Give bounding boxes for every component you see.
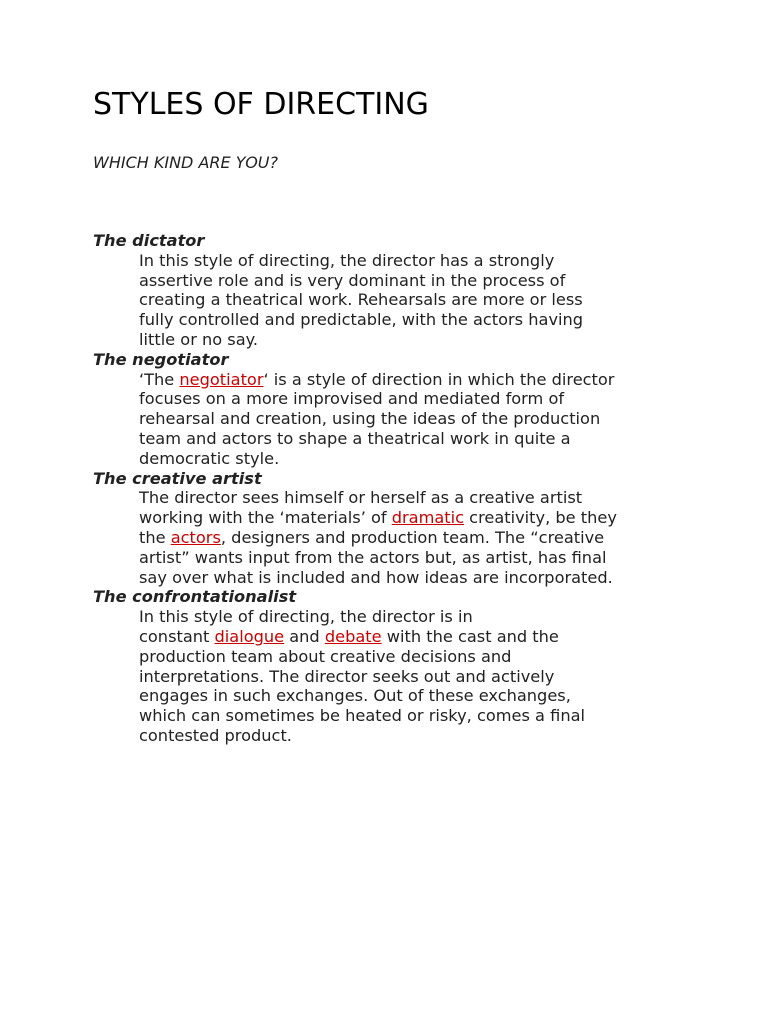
text-segment: contested product.	[139, 725, 292, 745]
text-segment: ‘The	[139, 369, 180, 389]
text-segment: constant	[139, 626, 215, 646]
link-dialogue[interactable]: dialogue	[214, 626, 285, 646]
paragraph-line	[139, 568, 693, 588]
paragraph-line	[139, 647, 693, 667]
paragraph-line	[139, 548, 693, 568]
sections-list	[93, 231, 693, 746]
page-subtitle: WHICH KIND ARE YOU?	[93, 153, 278, 172]
text-segment: with the cast and the	[381, 626, 559, 646]
section-heading: The confrontationalist	[93, 587, 297, 607]
text-segment: democratic style.	[139, 448, 280, 468]
paragraph-line	[139, 370, 693, 390]
paragraph-line	[139, 627, 693, 647]
text-segment: creativity, be they	[464, 508, 617, 528]
text-segment: production team about creative decisions and	[139, 646, 512, 666]
text-segment: In this style of directing, the director is in	[139, 607, 473, 627]
paragraph-line	[139, 271, 693, 291]
text-segment: fully controlled and predictable, with the actors having	[139, 310, 584, 330]
section-paragraph	[139, 607, 693, 746]
link-debate[interactable]: debate	[324, 626, 382, 646]
paragraph-line	[139, 251, 693, 271]
text-segment: creating a theatrical work. Rehearsals are more or less	[139, 290, 583, 310]
paragraph-line	[139, 330, 693, 350]
paragraph-line	[139, 449, 693, 469]
text-segment: The director sees himself or herself as a creative artist	[139, 488, 583, 508]
text-segment: engages in such exchanges. Out of these exchanges,	[139, 686, 571, 706]
paragraph-line	[139, 686, 693, 706]
text-segment: ‘ is a style of direction in which the director	[263, 369, 615, 389]
text-segment: , designers and production team. The “creative	[220, 527, 605, 547]
paragraph-line	[139, 726, 693, 746]
link-dramatic[interactable]: dramatic	[391, 508, 465, 528]
text-segment: and	[284, 626, 325, 646]
text-segment: assertive role and is very dominant in the process of	[139, 270, 566, 290]
paragraph-line	[139, 310, 693, 330]
paragraph-line	[139, 429, 693, 449]
section-heading: The negotiator	[93, 349, 229, 369]
text-segment: little or no say.	[139, 329, 259, 349]
section-heading: The dictator	[93, 231, 205, 250]
paragraph-line	[139, 706, 693, 726]
text-segment: working with the ‘materials’ of	[139, 508, 392, 528]
paragraph-line	[139, 667, 693, 687]
text-segment: rehearsal and creation, using the ideas of the production	[139, 409, 601, 429]
paragraph-line	[139, 528, 693, 548]
paragraph-line	[139, 290, 693, 310]
text-segment: the	[139, 527, 171, 547]
section-paragraph	[139, 488, 693, 587]
paragraph-line	[139, 508, 693, 528]
text-segment: artist” wants input from the actors but, as artist, has final	[139, 547, 607, 567]
paragraph-line	[139, 607, 693, 627]
text-segment: which can sometimes be heated or risky, comes a final	[139, 706, 585, 726]
link-actors[interactable]: actors	[170, 527, 221, 547]
section-paragraph	[139, 370, 693, 469]
paragraph-line	[139, 409, 693, 429]
text-segment: say over what is included and how ideas are incorporated.	[139, 567, 613, 587]
text-segment: In this style of directing, the director has a strongly	[139, 250, 555, 270]
text-segment: focuses on a more improvised and mediated form of	[139, 389, 565, 409]
text-segment: team and actors to shape a theatrical work in quite a	[139, 428, 571, 448]
page-title: STYLES OF DIRECTING	[93, 87, 429, 122]
text-segment: interpretations. The director seeks out and actively	[139, 666, 555, 686]
paragraph-line	[139, 488, 693, 508]
section-heading: The creative artist	[93, 468, 262, 488]
link-negotiator[interactable]: negotiator	[179, 369, 264, 389]
section-paragraph	[139, 251, 693, 350]
paragraph-line	[139, 389, 693, 409]
